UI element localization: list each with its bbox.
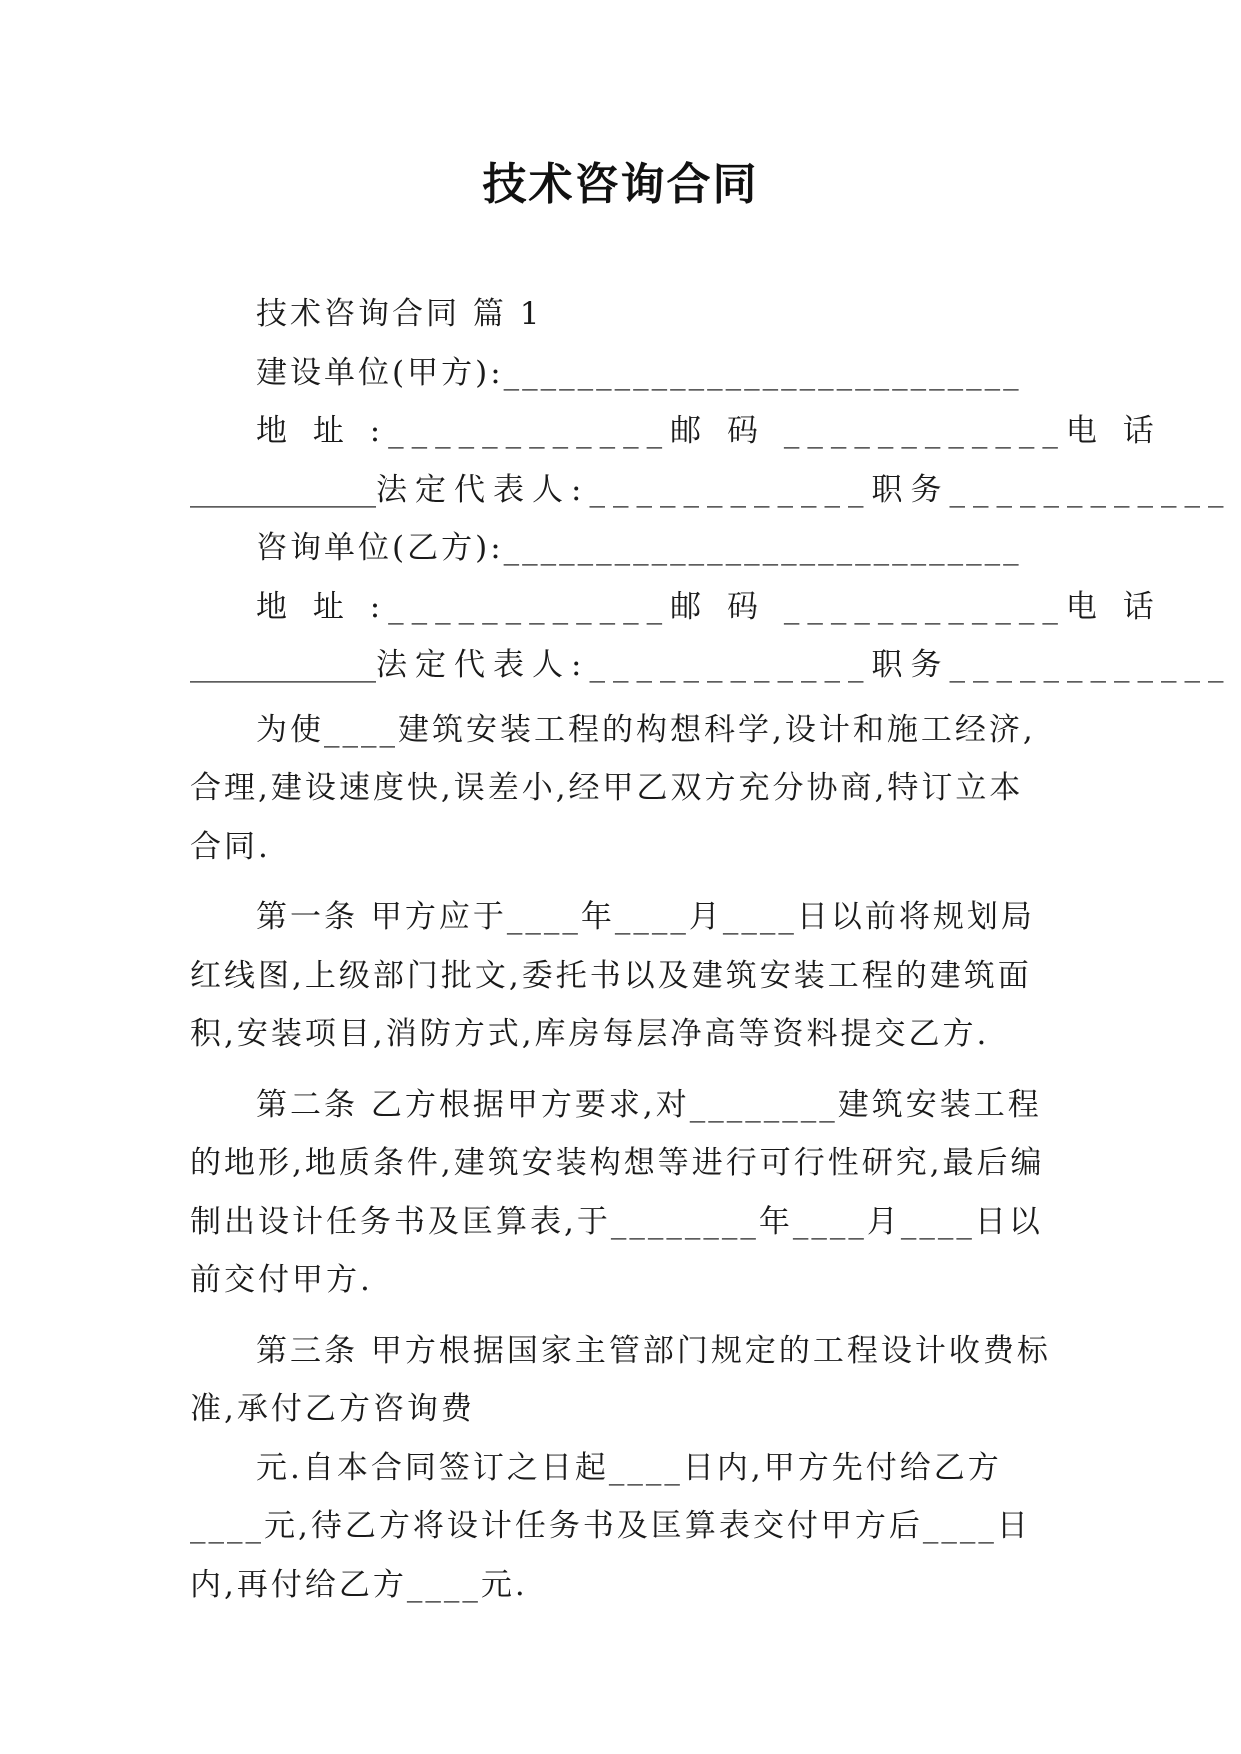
- article-3: 第三条 甲方根据国家主管部门规定的工程设计收费标准,承付乙方咨询费: [190, 1332, 1051, 1427]
- party-b-address: 地 址 :____________: [256, 588, 671, 625]
- party-a-contact-line: [190, 402, 1162, 461]
- party-a-postcode: 邮 码 ____________: [670, 413, 1066, 449]
- article-1: 第一条 甲方应于____年____月____日以前将规划局红线图,上级部门批文,委托书以及建筑安装工程的建筑面积,安装项目,消防方式,库房每层净高等资料提交乙方.: [190, 899, 1035, 1052]
- party-a-rep-line: [190, 461, 1232, 520]
- party-a-position: 职务____________: [871, 471, 1232, 508]
- party-a-address: 地 址 :____________: [256, 413, 671, 449]
- party-b-unit-line: 咨询单位(乙方):____________________________: [256, 530, 1022, 566]
- party-b-phone-blank: ____________: [190, 647, 376, 683]
- party-b-position: 职务____________: [871, 647, 1232, 683]
- party-a-phone: 电 话: [1065, 413, 1162, 449]
- section-heading: 技术咨询合同 篇 1: [256, 296, 543, 332]
- party-b-contact-line: [190, 578, 1162, 637]
- party-a-phone-blank: ____________: [190, 471, 376, 508]
- party-b-postcode: 邮 码 ____________: [670, 588, 1066, 625]
- document-body: [190, 285, 1232, 1614]
- preamble-paragraph: 为使____建筑安装工程的构想科学,设计和施工经济,合理,建设速度快,误差小,经甲乙双方充分协商,特订立本合同.: [190, 711, 1036, 865]
- party-b-phone: 电 话: [1065, 588, 1162, 625]
- document-title: 技术咨询合同: [482, 159, 759, 210]
- party-b-legal-rep: 法定代表人:____________: [376, 647, 872, 683]
- article-2: 第二条 乙方根据甲方要求,对________建筑安装工程的地形,地质条件,建筑安装构想等进行可行性研究,最后编制出设计任务书及匡算表,于________年____月____日以前交付甲方.: [190, 1086, 1045, 1298]
- party-b-rep-line: [190, 636, 1232, 695]
- party-a-legal-rep: 法定代表人:____________: [376, 471, 872, 508]
- party-a-unit-line: 建设单位(甲方):____________________________: [256, 354, 1022, 391]
- article-3-continued: 元.自本合同签订之日起____日内,甲方先付给乙方____元,待乙方将设计任务书及匡算表交付甲方后____日内,再付给乙方____元.: [190, 1449, 1031, 1603]
